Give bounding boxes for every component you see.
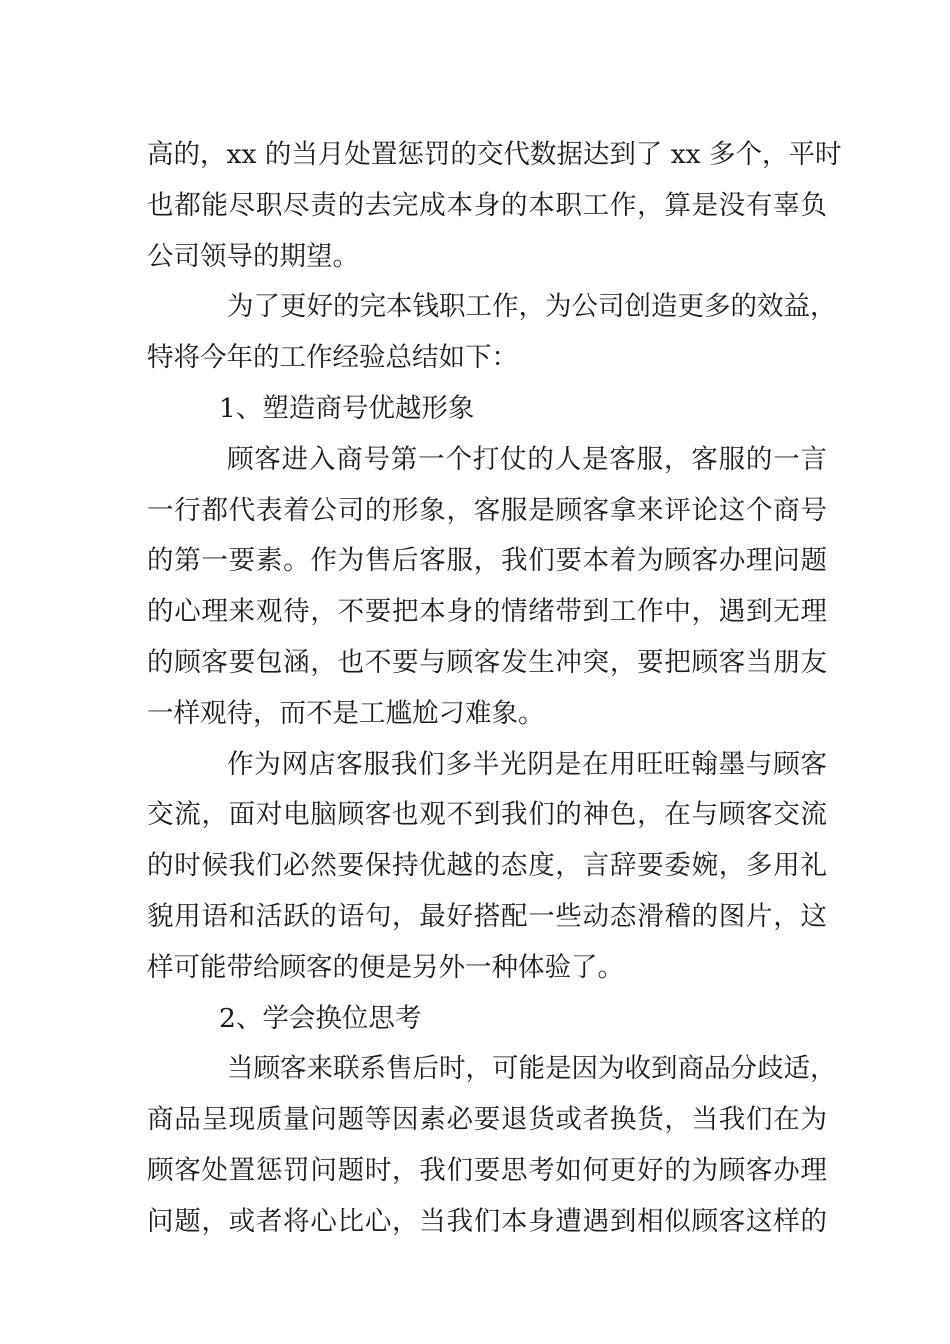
text-line: 商品呈现质量问题等因素必要退货或者换货，当我们在为 — [147, 1104, 827, 1136]
text-line: 样可能带给顾客的便是另外一种体验了。 — [147, 951, 624, 983]
paragraph-first-line: 当顾客来联系售后时，可能是因为收到商品分歧适， — [227, 1053, 837, 1085]
paragraph-first-line: 为了更好的完本钱职工作，为公司创造更多的效益， — [227, 291, 837, 323]
text-line: 特将今年的工作经验总结如下： — [147, 342, 518, 374]
paragraph-first-line: 顾客进入商号第一个打仗的人是客服，客服的一言 — [227, 443, 827, 475]
document-body — [147, 130, 842, 1248]
text-line: 顾客处置惩罚问题时，我们要思考如何更好的为顾客办理 — [147, 1154, 827, 1186]
text-line: 交流，面对电脑顾客也观不到我们的神色，在与顾客交流 — [147, 799, 827, 831]
text-line: 的时候我们必然要保持优越的态度，言辞要委婉，多用礼 — [147, 850, 827, 882]
section-heading: 1、塑造商号优越形象 — [219, 392, 475, 424]
text-line: 一行都代表着公司的形象，客服是顾客拿来评论这个商号 — [147, 494, 827, 526]
section-heading: 2、学会换位思考 — [219, 1002, 422, 1034]
text-line: 问题，或者将心比心，当我们本身遭遇到相似顾客这样的 — [147, 1205, 827, 1237]
text-line: 高的，xx 的当月处置惩罚的交代数据达到了 xx 多个，平时 — [147, 139, 842, 170]
text-line: 的心理来观待，不要把本身的情绪带到工作中，遇到无理 — [147, 596, 827, 628]
text-line: 貌用语和活跃的语句，最好搭配一些动态滑稽的图片，这 — [147, 900, 827, 932]
text-line: 的顾客要包涵，也不要与顾客发生冲突，要把顾客当朋友 — [147, 646, 827, 678]
paragraph-first-line: 作为网店客服我们多半光阴是在用旺旺翰墨与顾客 — [227, 748, 827, 780]
text-line: 也都能尽职尽责的去完成本身的本职工作，算是没有辜负 — [147, 189, 827, 221]
text-line: 公司领导的期望。 — [147, 240, 359, 272]
text-line: 的第一要素。作为售后客服，我们要本着为顾客办理问题 — [147, 545, 827, 577]
text-line: 一样观待，而不是工尴尬刁难象。 — [147, 697, 545, 729]
